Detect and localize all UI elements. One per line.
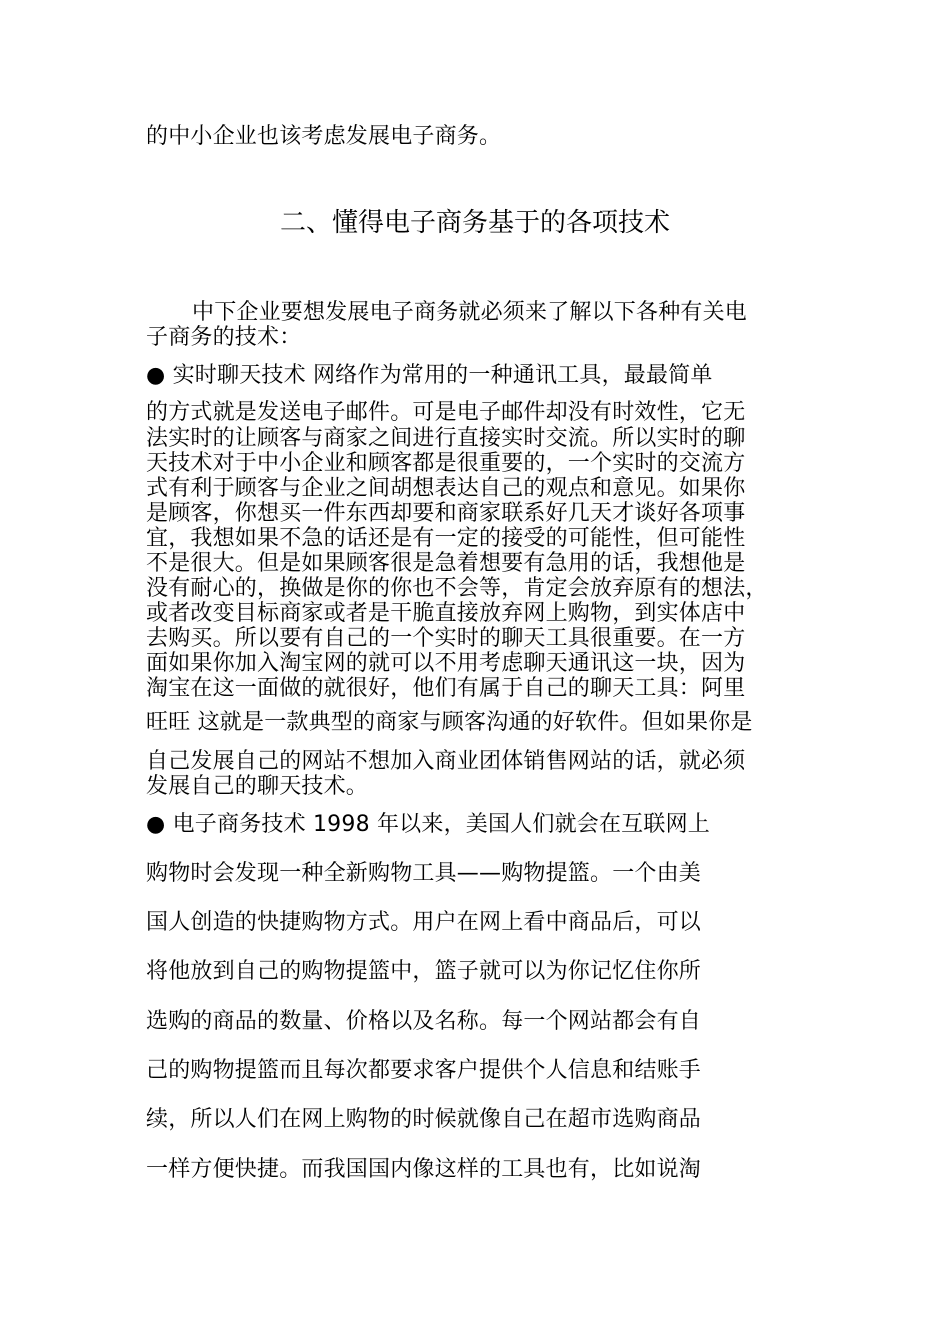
paragraph-line: 是顾客，你想买一件东西却要和商家联系好几天才谈好各项事 [146, 501, 746, 526]
paragraph-line: 中下企业要想发展电子商务就必须来了解以下各种有关电 [192, 300, 748, 325]
paragraph-line: 宜，我想如果不急的话还是有一定的接受的可能性，但可能性 [146, 526, 746, 551]
paragraph-line: 的方式就是发送电子邮件。可是电子邮件却没有时效性，它无 [146, 400, 746, 425]
paragraph-line: 法实时的让顾客与商家之间进行直接实时交流。所以实时的聊 [146, 426, 746, 451]
paragraph-line: 购物时会发现一种全新购物工具——购物提篮。一个由美 [146, 861, 702, 886]
paragraph-line: 不是很大。但是如果顾客很是急着想要有急用的话，我想他是 [146, 551, 746, 576]
paragraph-line: 国人创造的快捷购物方式。用户在网上看中商品后，可以 [146, 910, 702, 935]
bullet-line: ● 电子商务技术 1998 年以来，美国人们就会在互联网上 [146, 812, 710, 837]
paragraph-line: 发展自己的聊天技术。 [146, 774, 369, 799]
section-title: 二、懂得电子商务基于的各项技术 [279, 208, 670, 238]
paragraph-line: 选购的商品的数量、价格以及名称。每一个网站都会有自 [146, 1009, 702, 1034]
bullet-line: ● 实时聊天技术 网络作为常用的一种通讯工具，最最简单 [146, 363, 713, 388]
paragraph-line: 将他放到自己的购物提篮中，篮子就可以为你记忆住你所 [146, 959, 702, 984]
paragraph-line: 或者改变目标商家或者是干脆直接放弃网上购物，到实体店中 [146, 601, 746, 626]
paragraph-line: 子商务的技术： [146, 325, 302, 350]
paragraph-line: 面如果你加入淘宝网的就可以不用考虑聊天通讯这一块，因为 [146, 651, 746, 676]
paragraph-line: 去购买。所以要有自己的一个实时的聊天工具很重要。在一方 [146, 626, 746, 651]
opening-line: 的中小企业也该考虑发展电子商务。 [146, 124, 502, 149]
paragraph-line: 一样方便快捷。而我国国内像这样的工具也有，比如说淘 [146, 1157, 702, 1182]
paragraph-line: 天技术对于中小企业和顾客都是很重要的，一个实时的交流方 [146, 451, 746, 476]
paragraph-line: 式有利于顾客与企业之间胡想表达自己的观点和意见。如果你 [146, 476, 746, 501]
paragraph-line: 没有耐心的，换做是你的你也不会等，肯定会放弃原有的想法， [146, 576, 768, 601]
paragraph-line: 己的购物提篮而且每次都要求客户提供个人信息和结账手 [146, 1058, 702, 1083]
paragraph-line: 自己发展自己的网站不想加入商业团体销售网站的话，就必须 [146, 749, 746, 774]
paragraph-line: 淘宝在这一面做的就很好，他们有属于自己的聊天工具：阿里 [146, 676, 746, 701]
paragraph-line: 旺旺 这就是一款典型的商家与顾客沟通的好软件。但如果你是 [146, 710, 753, 735]
paragraph-line: 续，所以人们在网上购物的时候就像自己在超市选购商品 [146, 1107, 702, 1132]
